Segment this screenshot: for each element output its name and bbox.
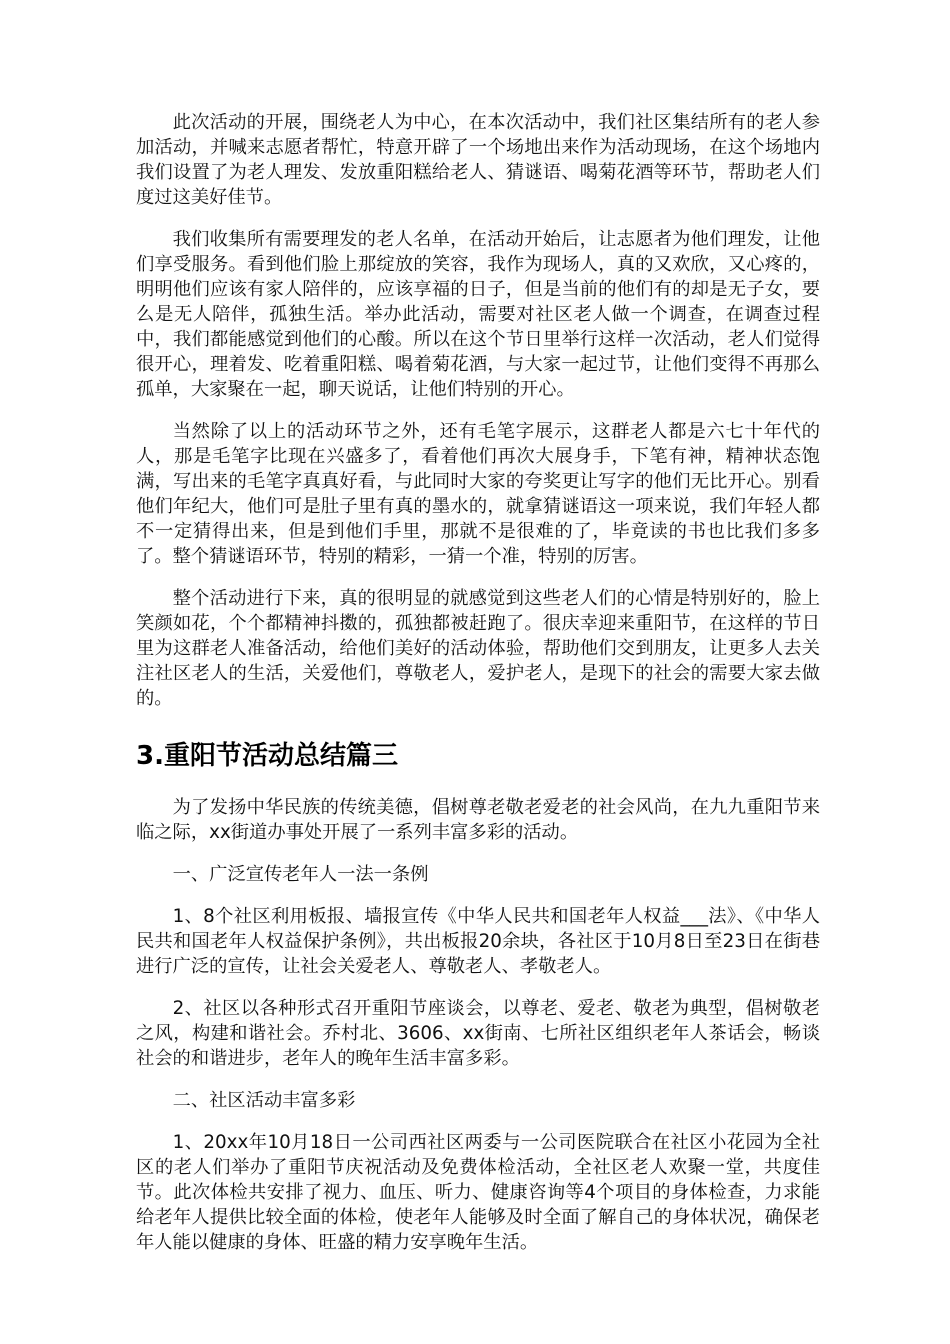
body-paragraph: 此次活动的开展，围绕老人为中心，在本次活动中，我们社区集结所有的老人参加活动，并喊来志愿者帮忙，特意开辟了一个场地出来作为活动现场，在这个场地内我们设置了为老人理发、发放重阳糕给老人、猜谜语、喝菊花酒等环节，帮助老人们度过这美好佳节。: [136, 112, 820, 208]
subsection-title: 二、社区活动丰富多彩: [172, 1090, 356, 1111]
body-paragraph: 我们收集所有需要理发的老人名单，在活动开始后，让志愿者为他们理发，让他们享受服务。看到他们脸上那绽放的笑容，我作为现场人，真的又欢欣，又心疼的，明明他们应该有家人陪伴的，应该享福的日子，但是当前的他们有的却是无子女，要么是无人陪伴，孤独生活。举办此活动，需要对社区老人做一个调查，在调查过程中，我们都能感觉到他们的心酸。所以在这个节日里举行这样一次活动，老人们觉得很开心，理着发、吃着重阳糕、喝着菊花酒，与大家一起过节，让他们变得不再那么孤单，大家聚在一起，聊天说话，让他们特别的开心。: [136, 229, 820, 400]
body-paragraph: 1、8个社区利用板报、墙报宣传《中华人民共和国老年人权益___法》、《中华人民共和国老年人权益保护条例》，共出板报20余块，各社区于10月8日至23日在街巷进行广泛的宣传，让社会关爱老人、尊敬老人、孝敬老人。: [136, 906, 820, 977]
section-heading: 3.重阳节活动总结篇三: [136, 741, 398, 771]
body-paragraph: 2、社区以各种形式召开重阳节座谈会，以尊老、爱老、敬老为典型，倡树敬老之风，构建和谐社会。乔村北、3606、xx街南、七所社区组织老年人茶话会，畅谈社会的和谐进步，老年人的晚年生活丰富多彩。: [136, 998, 820, 1069]
body-paragraph: 当然除了以上的活动环节之外，还有毛笔字展示，这群老人都是六七十年代的人，那是毛笔字比现在兴盛多了，看着他们再次大展身手，下笔有神，精神状态饱满，写出来的毛笔字真真好看，与此同时大家的夸奖更让写字的他们无比开心。别看他们年纪大，他们可是肚子里有真的墨水的，就拿猜谜语这一项来说，我们年轻人都不一定猜得出来，但是到他们手里，那就不是很难的了，毕竟读的书也比我们多多了。整个猜谜语环节，特别的精彩，一猜一个准，特别的厉害。: [136, 421, 820, 567]
body-paragraph: 为了发扬中华民族的传统美德，倡树尊老敬老爱老的社会风尚，在九九重阳节来临之际，xx街道办事处开展了一系列丰富多彩的活动。: [136, 797, 820, 843]
document-page: [136, 110, 820, 1272]
body-paragraph: 整个活动进行下来，真的很明显的就感觉到这些老人们的心情是特别好的，脸上笑颜如花，个个都精神抖擞的，孤独都被赶跑了。很庆幸迎来重阳节，在这样的节日里为这群老人准备活动，给他们美好的活动体验，帮助他们交到朋友，让更多人去关注社区老人的生活，关爱他们，尊敬老人，爱护老人，是现下的社会的需要大家去做的。: [136, 588, 820, 709]
subsection-title: 一、广泛宣传老年人一法一条例: [172, 864, 429, 885]
body-paragraph: 1、20xx年10月18日一公司西社区两委与一公司医院联合在社区小花园为全社区的老人们举办了重阳节庆祝活动及免费体检活动，全社区老人欢聚一堂，共度佳节。此次体检共安排了视力、血压、听力、健康咨询等4个项目的身体检查，力求能给老年人提供比较全面的体检，使老年人能够及时全面了解自己的身体状况，确保老年人能以健康的身体、旺盛的精力安享晚年生活。: [136, 1132, 820, 1253]
